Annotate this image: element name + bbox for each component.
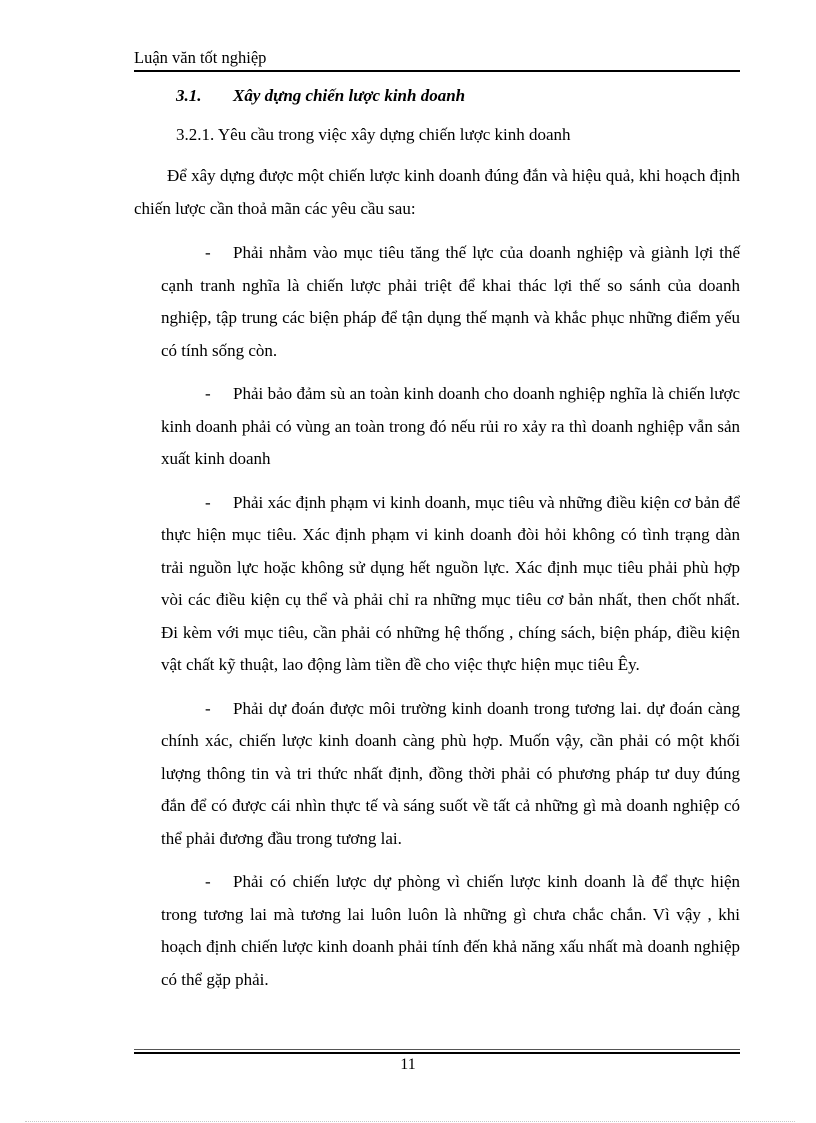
page-header bbox=[134, 48, 740, 68]
footer-rule-thick bbox=[134, 1052, 740, 1054]
list-item-text: Phải dự đoán được môi trường kinh doanh trong tương lai. dự đoán càng chính xác, chiến lược kinh doanh càng phù hợp. Muốn vậy, cần phải có một khối lượng thông tin và tri thức nhất định, đồng thời phải có phương pháp tư duy đúng đắn để có được cái nhìn thực tế và sáng suốt về tất cả những gì mà doanh nghiệp có thể phải đương đầu trong tương lai. bbox=[161, 698, 740, 848]
list-item-text: Phải nhằm vào mục tiêu tăng thế lực của doanh nghiệp và giành lợi thế cạnh tranh nghĩa là chiến lược phải triệt để khai thác lợi thế so sánh của doanh nghiệp, tập trung các biện pháp để tận dụng thế mạnh và khắc phục những điểm yếu có tính sống còn. bbox=[161, 243, 740, 360]
body-text bbox=[134, 160, 740, 1007]
intro-paragraph: Để xây dựng được một chiến lược kinh doanh đúng đắn và hiệu quả, khi hoạch định chiến lược cần thoả mãn các yêu cầu sau: bbox=[134, 166, 740, 218]
header-rule bbox=[134, 70, 740, 72]
list-item bbox=[161, 866, 740, 996]
header-title: Luận văn tốt nghiệp bbox=[134, 48, 267, 67]
page-number: 11 bbox=[400, 1056, 416, 1073]
subsection-heading: 3.2.1. Yêu cầu trong việc xây dựng chiến lược kinh doanh bbox=[176, 125, 571, 144]
footer-rule-thin bbox=[134, 1049, 740, 1050]
dash-bullet-icon: - bbox=[205, 492, 211, 512]
page-bottom-edge bbox=[25, 1121, 795, 1122]
list-item bbox=[161, 378, 740, 476]
section-heading bbox=[176, 84, 465, 108]
section-title: Xây dựng chiến lược kinh doanh bbox=[233, 86, 466, 105]
list-item bbox=[161, 693, 740, 856]
dash-bullet-icon: - bbox=[205, 384, 211, 403]
dash-bullet-icon: - bbox=[205, 872, 211, 891]
dash-bullet-icon: - bbox=[205, 243, 211, 262]
list-item-text: Phải bảo đảm sù an toàn kinh doanh cho doanh nghiệp nghĩa là chiến lược kinh doanh phải có vùng an toàn trong đó nếu rủi ro xảy ra thì doanh nghiệp vẫn sản xuất kinh doanh bbox=[161, 384, 740, 468]
list-item-text: Phải có chiến lược dự phòng vì chiến lược kinh doanh là để thực hiện trong tương lai mà tương lai luôn luôn là những gì chưa chắc chắn. Vì vậy , khi hoạch định chiến lược kinh doanh phải tính đến khả năng xấu nhất mà doanh nghiệp có thể gặp phải. bbox=[161, 872, 740, 989]
section-number: 3.1. bbox=[176, 86, 202, 105]
list-item bbox=[161, 237, 740, 367]
dash-bullet-icon: - bbox=[205, 698, 211, 718]
list-item-text: Phải xác định phạm vi kinh doanh, mục tiêu và những điều kiện cơ bản để thực hiện mục tiêu. Xác định phạm vi kinh doanh đòi hỏi không có tình trạng dàn trải nguồn lực hoặc không sử dụng hết nguồn lực. Xác định mục tiêu phải phù hợp vòi các điều kiện cụ thể và phải chỉ ra những mục tiêu cơ bản nhất, then chốt nhất. Đi kèm với mục tiêu, cần phải có những hệ thống , chíng sách, biện pháp, điều kiện vật chất kỹ thuật, lao động làm tiền đề cho việc thực hiện mục tiêu Êy. bbox=[161, 492, 740, 674]
list-item bbox=[161, 487, 740, 682]
